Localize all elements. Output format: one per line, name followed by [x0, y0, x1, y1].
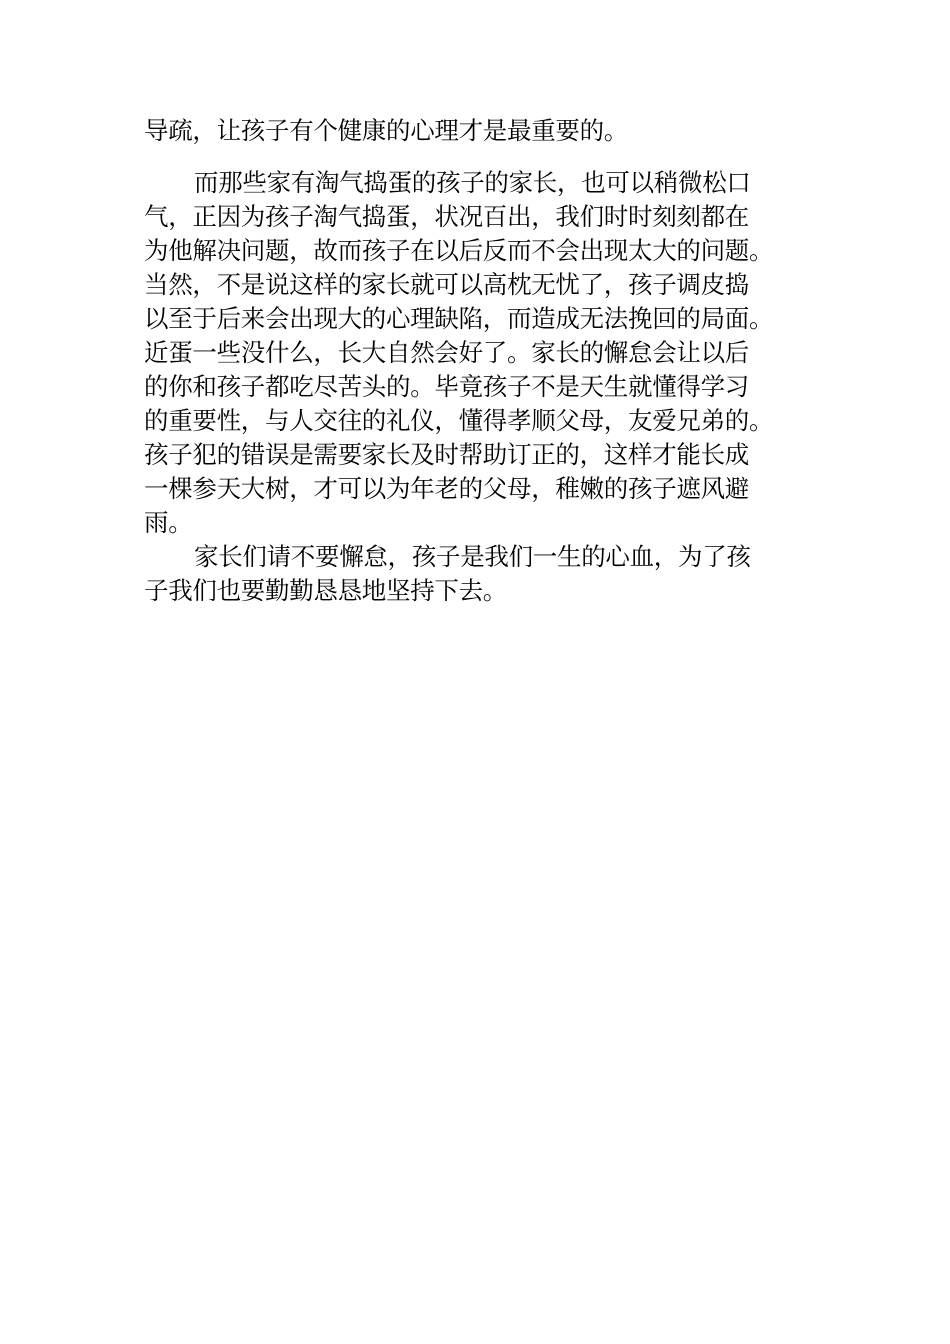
- text-line: 而那些家有淘气捣蛋的孩子的家长，也可以稍微松口: [194, 168, 751, 197]
- text-line: 一棵参天大树，才可以为年老的父母，稚嫩的孩子遮风避: [144, 474, 749, 503]
- text-line: 气，正因为孩子淘气捣蛋，状况百出，我们时时刻刻都在: [144, 202, 749, 231]
- text-line: 的重要性，与人交往的礼仪，懂得孝顺父母，友爱兄弟的。: [144, 406, 774, 435]
- paragraph-1: [144, 114, 814, 148]
- paragraph-spacing: [144, 148, 814, 166]
- text-line: 孩子犯的错误是需要家长及时帮助订正的，这样才能长成: [144, 440, 749, 469]
- text-line: 雨。: [144, 508, 193, 537]
- text-line: 以至于后来会出现大的心理缺陷，而造成无法挽回的局面。: [144, 304, 774, 333]
- document-body: [144, 114, 814, 608]
- text-line: 家长们请不要懈怠，孩子是我们一生的心血，为了孩: [194, 542, 751, 571]
- paragraph-3: [144, 540, 814, 608]
- text-line: 当然，不是说这样的家长就可以高枕无忧了，孩子调皮捣: [144, 270, 749, 299]
- text-line: 导疏，让孩子有个健康的心理才是最重要的。: [144, 116, 628, 145]
- text-line: 的你和孩子都吃尽苦头的。毕竟孩子不是天生就懂得学习: [144, 372, 749, 401]
- text-line: 子我们也要勤勤恳恳地坚持下去。: [144, 576, 507, 605]
- text-line: 近蛋一些没什么，长大自然会好了。家长的懈怠会让以后: [144, 338, 749, 367]
- text-line: 为他解决问题，故而孩子在以后反而不会出现太大的问题。: [144, 236, 774, 265]
- paragraph-2: [144, 166, 814, 540]
